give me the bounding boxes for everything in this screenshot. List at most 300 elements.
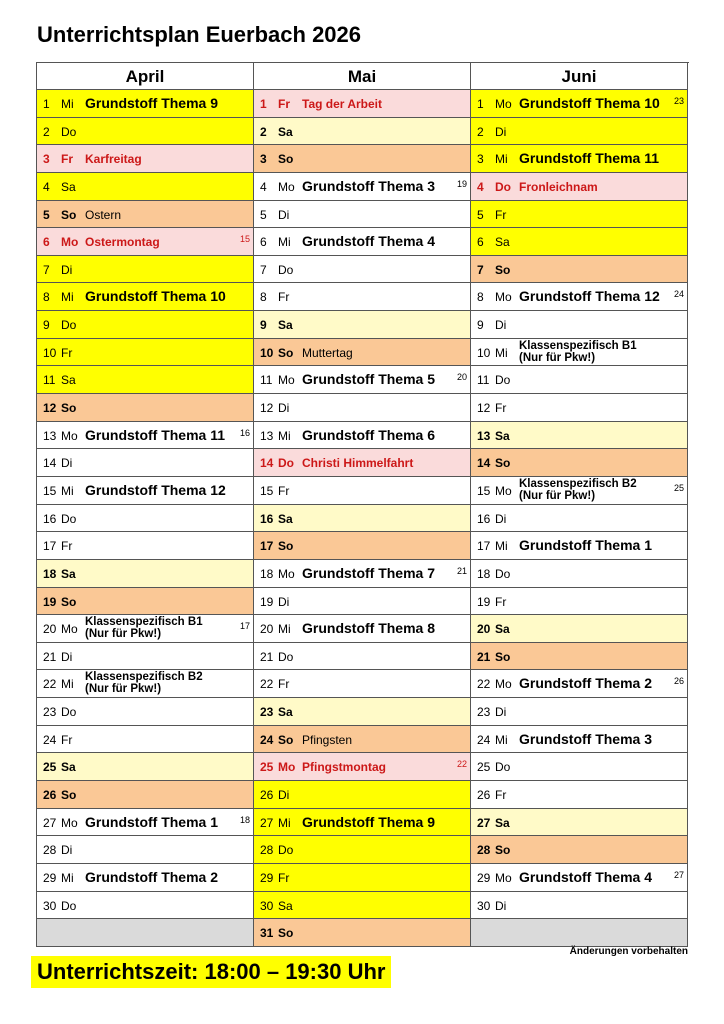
day-row bbox=[254, 864, 471, 892]
day-number: 30 bbox=[43, 898, 57, 913]
weekday: So bbox=[278, 732, 294, 747]
day-number: 25 bbox=[43, 760, 57, 775]
day-number: 23 bbox=[260, 705, 274, 720]
day-row bbox=[37, 588, 254, 616]
weekday: Di bbox=[495, 318, 507, 333]
weekday: Do bbox=[495, 373, 511, 388]
weekday: Mo bbox=[495, 870, 512, 885]
day-row bbox=[471, 228, 688, 256]
lesson-topic: Grundstoff Thema 1 bbox=[85, 813, 219, 830]
calendar-week: 19 bbox=[456, 178, 467, 189]
day-row bbox=[471, 643, 688, 671]
weekday: Fr bbox=[495, 401, 507, 416]
day-number: 5 bbox=[260, 207, 267, 222]
day-row bbox=[471, 532, 688, 560]
day-number: 24 bbox=[260, 732, 274, 747]
day-row bbox=[471, 449, 688, 477]
empty-cell bbox=[471, 919, 688, 947]
day-number: 8 bbox=[260, 290, 267, 305]
weekday: Sa bbox=[495, 428, 510, 443]
weekday: Mo bbox=[495, 290, 512, 305]
weekday: Di bbox=[495, 511, 507, 526]
weekday: Sa bbox=[61, 179, 76, 194]
day-number: 16 bbox=[477, 511, 491, 526]
day-number: 11 bbox=[43, 373, 56, 388]
day-number: 30 bbox=[260, 898, 274, 913]
day-number: 30 bbox=[477, 898, 491, 913]
day-row bbox=[254, 173, 471, 201]
day-row bbox=[471, 892, 688, 920]
lesson-topic: Grundstoff Thema 5 bbox=[302, 371, 436, 388]
day-number: 3 bbox=[477, 152, 484, 167]
day-row bbox=[254, 560, 471, 588]
day-row bbox=[471, 283, 688, 311]
day-number: 21 bbox=[260, 649, 274, 664]
specific-class: Klassenspezifisch B2 bbox=[519, 477, 637, 490]
weekday: Fr bbox=[278, 290, 290, 305]
day-note: Ostern bbox=[85, 207, 122, 222]
calendar-week: 26 bbox=[673, 676, 684, 687]
lesson-topic: Grundstoff Thema 10 bbox=[519, 95, 660, 111]
day-row bbox=[254, 366, 471, 394]
lesson-topic: Grundstoff Thema 2 bbox=[85, 868, 219, 885]
weekday: Mo bbox=[495, 677, 512, 692]
day-row bbox=[254, 615, 471, 643]
day-number: 20 bbox=[260, 622, 274, 637]
calendar-week: 20 bbox=[456, 372, 467, 383]
day-row bbox=[37, 505, 254, 533]
day-row bbox=[37, 422, 254, 450]
day-number: 16 bbox=[260, 511, 274, 526]
day-number: 20 bbox=[477, 622, 491, 637]
calendar-table bbox=[36, 62, 689, 947]
day-number: 29 bbox=[43, 870, 57, 885]
lesson-time: Unterrichtszeit: 18:00 – 19:30 Uhr bbox=[31, 956, 391, 988]
weekday: Mi bbox=[61, 290, 74, 305]
weekday: Sa bbox=[278, 705, 293, 720]
day-note: Ostermontag bbox=[85, 235, 160, 250]
weekday: So bbox=[61, 788, 77, 803]
lesson-topic: Grundstoff Thema 12 bbox=[85, 481, 226, 498]
day-row bbox=[37, 173, 254, 201]
day-number: 15 bbox=[477, 483, 491, 498]
weekday: Di bbox=[495, 898, 507, 913]
day-row bbox=[471, 173, 688, 201]
weekday: So bbox=[61, 207, 77, 222]
day-row bbox=[471, 118, 688, 146]
calendar-week: 24 bbox=[673, 289, 684, 300]
day-row bbox=[254, 228, 471, 256]
day-number: 14 bbox=[43, 456, 57, 471]
weekday: Sa bbox=[495, 622, 510, 637]
lesson-topic: Grundstoff Thema 1 bbox=[519, 537, 653, 554]
weekday: So bbox=[61, 594, 77, 609]
weekday: Sa bbox=[278, 898, 293, 913]
day-number: 23 bbox=[43, 705, 57, 720]
weekday: Mi bbox=[495, 345, 508, 360]
day-row bbox=[254, 477, 471, 505]
day-number: 21 bbox=[477, 649, 491, 664]
day-row bbox=[37, 643, 254, 671]
day-row bbox=[471, 256, 688, 284]
weekday: Di bbox=[61, 456, 73, 471]
day-row bbox=[254, 643, 471, 671]
weekday: Mo bbox=[278, 566, 295, 581]
day-number: 25 bbox=[260, 760, 274, 775]
weekday: Di bbox=[61, 262, 73, 277]
weekday: Do bbox=[61, 511, 77, 526]
day-number: 22 bbox=[260, 677, 274, 692]
day-row bbox=[471, 477, 688, 505]
lesson-topic: Grundstoff Thema 4 bbox=[302, 233, 436, 250]
day-row bbox=[254, 339, 471, 367]
specific-note: (Nur für Pkw!) bbox=[519, 351, 596, 364]
weekday: Do bbox=[278, 649, 294, 664]
weekday: Fr bbox=[61, 732, 73, 747]
day-row bbox=[254, 311, 471, 339]
day-row bbox=[37, 726, 254, 754]
day-number: 9 bbox=[477, 318, 484, 333]
lesson-topic: Grundstoff Thema 8 bbox=[302, 620, 436, 637]
weekday: So bbox=[495, 456, 511, 471]
weekday: Sa bbox=[278, 318, 293, 333]
day-number: 13 bbox=[477, 428, 491, 443]
day-row bbox=[471, 145, 688, 173]
calendar-week: 18 bbox=[239, 814, 250, 825]
day-number: 1 bbox=[260, 97, 267, 111]
day-number: 18 bbox=[260, 566, 274, 581]
day-row bbox=[37, 283, 254, 311]
lesson-topic: Grundstoff Thema 11 bbox=[519, 150, 660, 167]
day-row bbox=[254, 726, 471, 754]
day-row bbox=[37, 864, 254, 892]
day-number: 10 bbox=[477, 345, 491, 360]
lesson-topic: Grundstoff Thema 3 bbox=[302, 177, 436, 194]
day-number: 6 bbox=[477, 235, 484, 250]
day-number: 26 bbox=[260, 788, 274, 803]
day-number: 31 bbox=[260, 926, 274, 941]
day-number: 4 bbox=[477, 179, 484, 194]
day-number: 11 bbox=[477, 373, 490, 388]
weekday: Mo bbox=[61, 815, 78, 830]
day-note: Muttertag bbox=[302, 345, 353, 360]
day-number: 3 bbox=[43, 152, 50, 167]
day-row bbox=[37, 394, 254, 422]
day-number: 2 bbox=[43, 124, 50, 139]
day-number: 16 bbox=[43, 511, 57, 526]
day-row bbox=[471, 809, 688, 837]
lesson-topic-specific bbox=[85, 671, 203, 695]
day-note: Fronleichnam bbox=[519, 179, 598, 194]
weekday: Di bbox=[495, 705, 507, 720]
weekday: Di bbox=[61, 649, 73, 664]
weekday: Mi bbox=[495, 539, 508, 554]
weekday: Mo bbox=[278, 760, 296, 775]
day-row bbox=[254, 670, 471, 698]
day-row bbox=[254, 753, 471, 781]
day-row bbox=[37, 781, 254, 809]
weekday: Mo bbox=[61, 235, 79, 250]
lesson-topic: Grundstoff Thema 6 bbox=[302, 426, 436, 443]
weekday: Fr bbox=[278, 97, 290, 111]
specific-class: Klassenspezifisch B2 bbox=[85, 671, 203, 684]
weekday: Do bbox=[61, 124, 77, 139]
calendar-week: 17 bbox=[239, 621, 250, 632]
day-row bbox=[471, 726, 688, 754]
month-header: Juni bbox=[471, 63, 688, 90]
day-row bbox=[37, 477, 254, 505]
weekday: Fr bbox=[495, 207, 507, 222]
day-row bbox=[471, 753, 688, 781]
weekday: Mi bbox=[61, 97, 74, 111]
day-number: 21 bbox=[43, 649, 57, 664]
day-number: 29 bbox=[477, 870, 491, 885]
day-row bbox=[471, 864, 688, 892]
day-row bbox=[254, 505, 471, 533]
day-row bbox=[37, 366, 254, 394]
day-row bbox=[37, 311, 254, 339]
lesson-topic: Grundstoff Thema 3 bbox=[519, 730, 653, 747]
day-row bbox=[254, 532, 471, 560]
day-row bbox=[471, 311, 688, 339]
day-number: 14 bbox=[477, 456, 491, 471]
day-row bbox=[254, 145, 471, 173]
day-number: 8 bbox=[43, 290, 50, 305]
day-number: 6 bbox=[260, 235, 267, 250]
day-note: Pfingsten bbox=[302, 732, 353, 747]
day-row bbox=[37, 892, 254, 920]
calendar-week: 21 bbox=[456, 565, 467, 576]
day-row bbox=[254, 588, 471, 616]
day-row bbox=[471, 366, 688, 394]
lesson-topic: Grundstoff Thema 11 bbox=[85, 426, 226, 443]
weekday: Mi bbox=[278, 428, 291, 443]
month-header: Mai bbox=[254, 63, 471, 90]
day-number: 27 bbox=[260, 815, 274, 830]
weekday: Mi bbox=[278, 815, 291, 830]
day-row bbox=[37, 670, 254, 698]
day-number: 7 bbox=[43, 262, 50, 277]
day-row bbox=[254, 809, 471, 837]
lesson-topic-specific bbox=[85, 616, 203, 640]
day-number: 23 bbox=[477, 705, 491, 720]
day-number: 1 bbox=[477, 97, 484, 111]
day-number: 20 bbox=[43, 622, 57, 637]
weekday: Fr bbox=[495, 594, 507, 609]
calendar-week: 15 bbox=[239, 234, 250, 245]
day-row bbox=[254, 836, 471, 864]
day-note: Karfreitag bbox=[85, 152, 142, 167]
day-number: 7 bbox=[260, 262, 267, 277]
weekday: Di bbox=[278, 594, 290, 609]
day-number: 29 bbox=[260, 870, 274, 885]
day-number: 18 bbox=[477, 566, 491, 581]
weekday: Sa bbox=[61, 373, 76, 388]
day-row bbox=[254, 90, 471, 118]
specific-note: (Nur für Pkw!) bbox=[519, 489, 596, 502]
weekday: Sa bbox=[278, 511, 293, 526]
page-title: Unterrichtsplan Euerbach 2026 bbox=[37, 22, 362, 47]
day-number: 10 bbox=[260, 345, 274, 360]
weekday: Fr bbox=[278, 483, 290, 498]
day-number: 5 bbox=[43, 207, 50, 222]
calendar-week: 16 bbox=[239, 427, 250, 438]
day-row bbox=[37, 698, 254, 726]
day-number: 26 bbox=[477, 788, 491, 803]
day-number: 26 bbox=[43, 788, 57, 803]
month-header: April bbox=[37, 63, 254, 90]
day-row bbox=[37, 753, 254, 781]
weekday: So bbox=[278, 345, 294, 360]
day-number: 12 bbox=[477, 401, 491, 416]
weekday: Fr bbox=[278, 870, 290, 885]
weekday: Fr bbox=[495, 788, 507, 803]
day-row bbox=[254, 394, 471, 422]
day-row bbox=[254, 919, 471, 947]
weekday: Sa bbox=[278, 124, 293, 139]
day-number: 1 bbox=[43, 97, 50, 111]
weekday: Mi bbox=[495, 152, 508, 167]
day-row bbox=[37, 560, 254, 588]
specific-note: (Nur für Pkw!) bbox=[85, 628, 162, 641]
month-column-juni bbox=[471, 63, 688, 947]
weekday: Mi bbox=[278, 622, 291, 637]
day-number: 28 bbox=[260, 843, 274, 858]
calendar-week: 27 bbox=[673, 869, 684, 880]
day-number: 2 bbox=[477, 124, 484, 139]
day-row bbox=[471, 505, 688, 533]
day-row bbox=[471, 560, 688, 588]
day-row bbox=[37, 809, 254, 837]
weekday: So bbox=[495, 649, 511, 664]
day-number: 12 bbox=[43, 401, 57, 416]
day-number: 19 bbox=[43, 594, 57, 609]
day-number: 12 bbox=[260, 401, 274, 416]
day-row bbox=[254, 698, 471, 726]
day-row bbox=[471, 90, 688, 118]
day-row bbox=[37, 532, 254, 560]
day-number: 27 bbox=[477, 815, 491, 830]
calendar-week: 22 bbox=[456, 759, 467, 770]
day-number: 13 bbox=[43, 428, 57, 443]
day-row bbox=[471, 698, 688, 726]
weekday: So bbox=[495, 262, 511, 277]
weekday: Sa bbox=[61, 566, 76, 581]
day-number: 24 bbox=[477, 732, 491, 747]
weekday: Do bbox=[495, 179, 511, 194]
weekday: Di bbox=[278, 401, 290, 416]
lesson-topic: Grundstoff Thema 7 bbox=[302, 564, 436, 581]
day-row bbox=[37, 256, 254, 284]
weekday: Do bbox=[278, 456, 294, 471]
weekday: Sa bbox=[61, 760, 76, 775]
weekday: Mi bbox=[495, 732, 508, 747]
weekday: Fr bbox=[278, 677, 290, 692]
weekday: Mo bbox=[61, 622, 78, 637]
day-number: 22 bbox=[43, 677, 57, 692]
weekday: So bbox=[495, 843, 511, 858]
day-row bbox=[471, 339, 688, 367]
day-row bbox=[471, 201, 688, 229]
lesson-topic: Grundstoff Thema 9 bbox=[85, 95, 219, 111]
day-row bbox=[471, 615, 688, 643]
day-number: 6 bbox=[43, 235, 50, 250]
weekday: Mi bbox=[278, 235, 291, 250]
weekday: Do bbox=[61, 318, 77, 333]
specific-class: Klassenspezifisch B1 bbox=[85, 616, 203, 629]
day-row bbox=[471, 422, 688, 450]
weekday: Mo bbox=[278, 373, 295, 388]
day-number: 24 bbox=[43, 732, 57, 747]
day-number: 17 bbox=[477, 539, 491, 554]
day-number: 5 bbox=[477, 207, 484, 222]
empty-cell bbox=[37, 919, 254, 947]
day-number: 19 bbox=[477, 594, 491, 609]
day-note: Tag der Arbeit bbox=[302, 97, 383, 111]
weekday: Mo bbox=[495, 483, 512, 498]
weekday: Do bbox=[61, 705, 77, 720]
day-number: 4 bbox=[260, 179, 267, 194]
day-number: 14 bbox=[260, 456, 274, 471]
day-number: 9 bbox=[260, 318, 267, 333]
day-row bbox=[37, 201, 254, 229]
weekday: Mi bbox=[61, 677, 74, 692]
weekday: Mi bbox=[61, 483, 74, 498]
day-row bbox=[254, 892, 471, 920]
day-row bbox=[471, 394, 688, 422]
day-number: 18 bbox=[43, 566, 57, 581]
weekday: Fr bbox=[61, 345, 73, 360]
day-number: 8 bbox=[477, 290, 484, 305]
weekday: So bbox=[278, 539, 294, 554]
day-number: 13 bbox=[260, 428, 274, 443]
day-number: 28 bbox=[43, 843, 57, 858]
day-note: Pfingstmontag bbox=[302, 760, 386, 775]
day-row bbox=[37, 228, 254, 256]
calendar-week: 23 bbox=[673, 96, 684, 106]
weekday: Di bbox=[495, 124, 507, 139]
day-number: 25 bbox=[477, 760, 491, 775]
calendar-week: 25 bbox=[673, 482, 684, 493]
day-row bbox=[37, 836, 254, 864]
weekday: Di bbox=[278, 207, 290, 222]
day-row bbox=[254, 201, 471, 229]
month-column-mai bbox=[254, 63, 471, 947]
day-row bbox=[254, 118, 471, 146]
weekday: Do bbox=[278, 262, 294, 277]
day-number: 9 bbox=[43, 318, 50, 333]
lesson-topic: Grundstoff Thema 2 bbox=[519, 675, 653, 692]
lesson-topic: Grundstoff Thema 4 bbox=[519, 868, 653, 885]
day-number: 11 bbox=[260, 373, 273, 388]
day-number: 3 bbox=[260, 152, 267, 167]
day-row bbox=[37, 339, 254, 367]
day-number: 22 bbox=[477, 677, 491, 692]
day-number: 17 bbox=[43, 539, 57, 554]
day-number: 15 bbox=[260, 483, 274, 498]
weekday: So bbox=[61, 401, 77, 416]
weekday: Mo bbox=[495, 97, 512, 111]
weekday: Do bbox=[278, 843, 294, 858]
weekday: Mo bbox=[61, 428, 78, 443]
day-row bbox=[37, 449, 254, 477]
day-note: Christi Himmelfahrt bbox=[302, 456, 414, 471]
day-number: 7 bbox=[477, 262, 484, 277]
day-number: 2 bbox=[260, 124, 267, 139]
lesson-topic-specific bbox=[519, 478, 637, 502]
weekday: Mi bbox=[61, 870, 74, 885]
day-number: 15 bbox=[43, 483, 57, 498]
